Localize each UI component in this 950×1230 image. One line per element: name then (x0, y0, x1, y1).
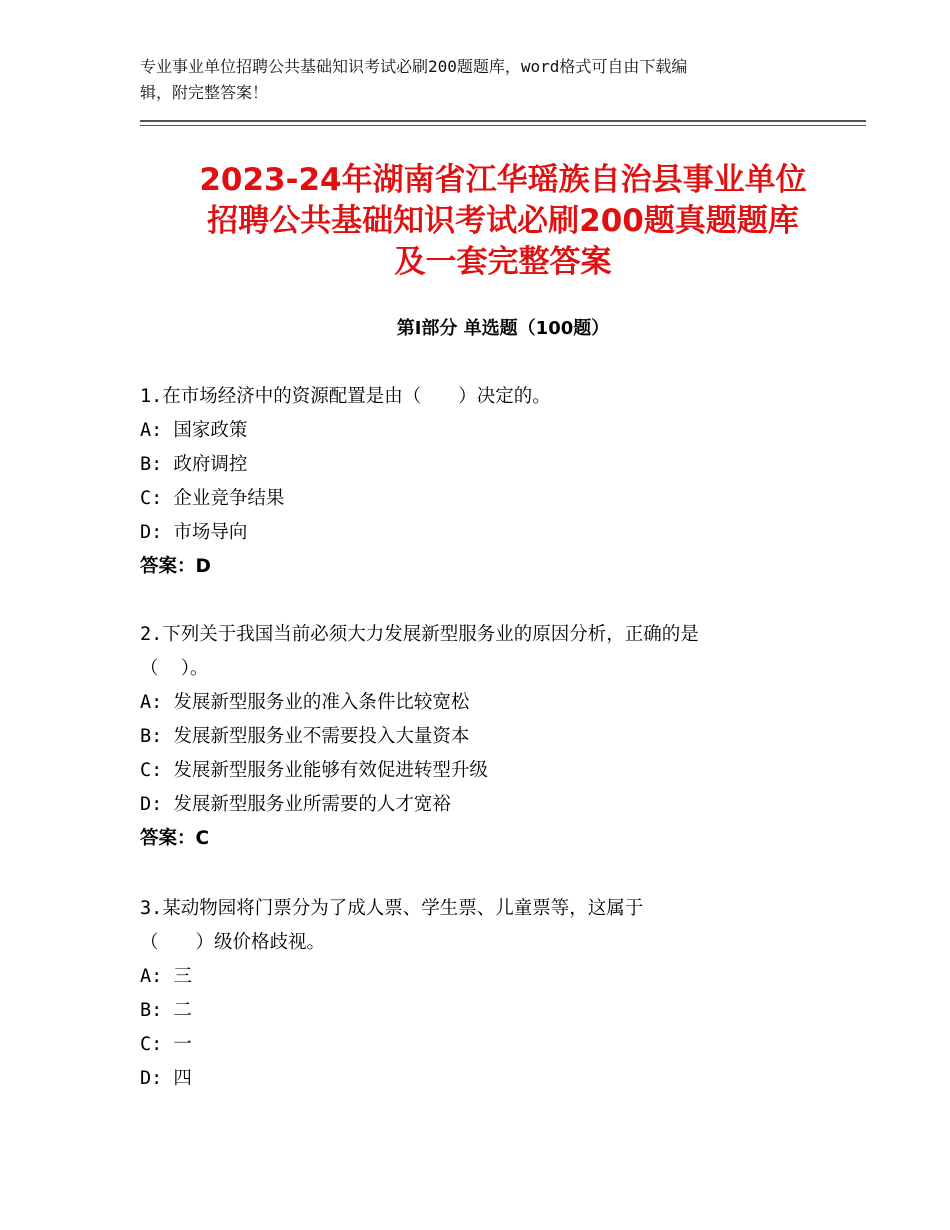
option-c: C: 企业竞争结果 (140, 488, 285, 509)
question-stem: 1.在市场经济中的资源配置是由（ ）决定的。 (140, 386, 551, 407)
option-c: C: 一 (140, 1034, 192, 1055)
header-rule-thin (140, 125, 866, 126)
question-stem-line1: 3.某动物园将门票分为了成人票、学生票、儿童票等，这属于 (140, 898, 644, 919)
question-2 (140, 618, 866, 856)
document-title (140, 160, 866, 283)
question-stem-line1: 2.下列关于我国当前必须大力发展新型服务业的原因分析，正确的是 (140, 624, 699, 645)
section-title: 第Ⅰ部分 单选题（100题） (396, 318, 610, 339)
option-d: D: 发展新型服务业所需要的人才宽裕 (140, 794, 451, 815)
question-3 (140, 892, 866, 1096)
option-c: C: 发展新型服务业能够有效促进转型升级 (140, 760, 488, 781)
header-note (140, 54, 800, 106)
title-line3: 及一套完整答案 (394, 244, 612, 280)
header-note-line2: 辑，附完整答案！ (140, 83, 269, 102)
header-note-line1: 专业事业单位招聘公共基础知识考试必刷200题题库，word格式可自由下载编 (140, 57, 688, 76)
question-1 (140, 380, 866, 584)
answer: 答案：C (140, 828, 210, 849)
option-a: A: 发展新型服务业的准入条件比较宽松 (140, 692, 470, 713)
option-d: D: 市场导向 (140, 522, 248, 543)
title-line1: 2023-24年湖南省江华瑶族自治县事业单位 (199, 162, 807, 198)
option-d: D: 四 (140, 1068, 192, 1089)
option-a: A: 国家政策 (140, 420, 248, 441)
answer: 答案：D (140, 556, 211, 577)
question-stem-line2: （ ）级价格歧视。 (140, 932, 326, 953)
title-line2: 招聘公共基础知识考试必刷200题真题题库 (207, 203, 799, 239)
option-a: A: 三 (140, 966, 192, 987)
option-b: B: 发展新型服务业不需要投入大量资本 (140, 726, 470, 747)
option-b: B: 政府调控 (140, 454, 248, 475)
question-stem-line2: （ ）。 (140, 658, 209, 679)
option-b: B: 二 (140, 1000, 192, 1021)
header-rule-thick (140, 120, 866, 122)
